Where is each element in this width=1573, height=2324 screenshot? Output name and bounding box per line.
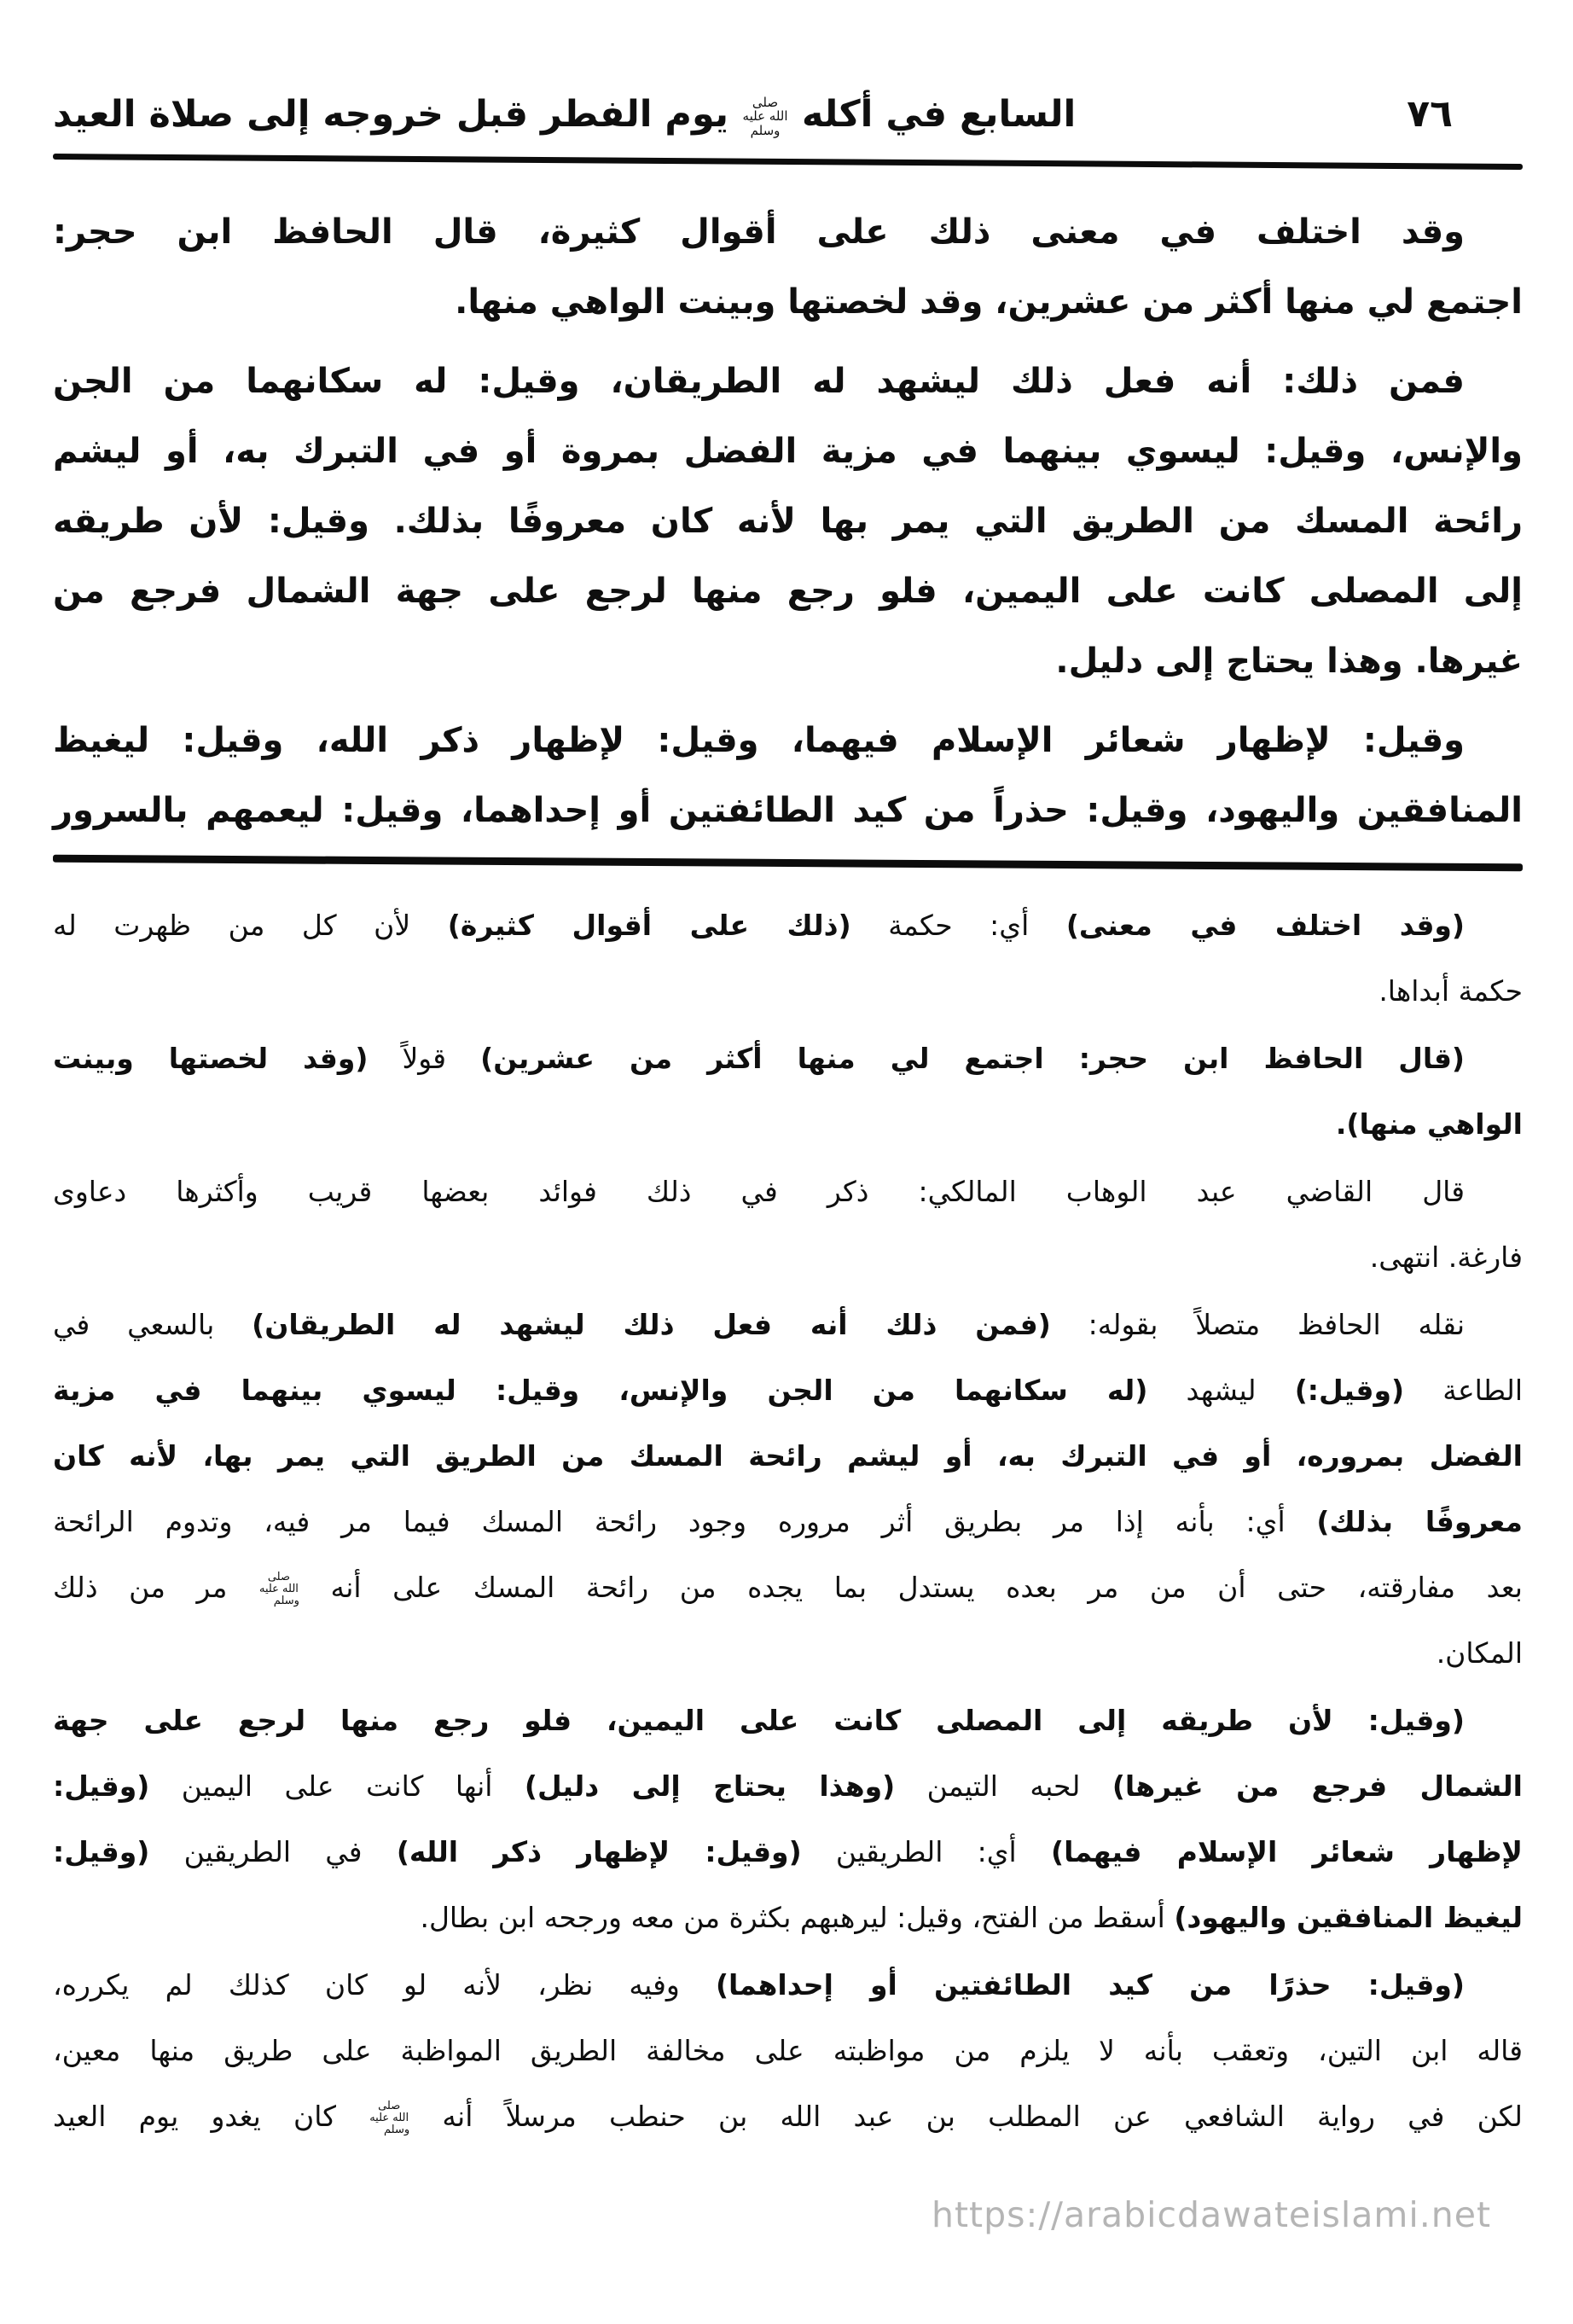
text-segment: (وقيل: xyxy=(53,1835,150,1869)
text-segment: (ذلك على أقوال كثيرة) xyxy=(447,909,851,943)
page-header xyxy=(53,89,1523,140)
text-segment: حكمة أبداها. xyxy=(1379,974,1523,1008)
text-segment: أسقط من الفتح، وقيل: ليرهبهم بكثرة من معه ورجحه ابن بطال. xyxy=(420,1901,1175,1935)
text-line xyxy=(53,1554,1523,1620)
text-segment: (وقيل: لإظهار ذكر الله) xyxy=(396,1835,802,1869)
text-segment: لكن في رواية الشافعي عن المطلب بن عبد الله بن حنطب مرسلاً أنه xyxy=(409,2100,1523,2134)
text-segment: بالسعي في xyxy=(53,1308,252,1342)
text-line xyxy=(53,2018,1523,2083)
text-line xyxy=(53,1952,1523,2018)
text-line xyxy=(53,776,1523,845)
text-segment: (وهذا يحتاج إلى دليل) xyxy=(524,1769,896,1804)
text-segment: لأن كل من ظهرت له xyxy=(53,909,448,943)
text-segment: (وقيل: لأن طريقه إلى المصلى كانت على اليمين، فلو رجع منها لرجع على جهة xyxy=(53,1704,1465,1738)
text-segment: اجتمع لي منها أكثر من عشرين، وقد لخصتها وبينت الواهي منها. xyxy=(455,282,1523,322)
text-segment: ليغيظ المنافقين واليهود) xyxy=(1174,1901,1523,1935)
text-segment: (وقيل: xyxy=(53,1769,150,1804)
pbuh-honorific-mark: صلى الله عليه وسلم xyxy=(369,2099,410,2136)
pbuh-honorific-mark: صلى الله عليه وسلم xyxy=(742,95,788,138)
text-segment: مر من ذلك xyxy=(53,1571,258,1605)
text-line xyxy=(53,1091,1523,1157)
text-segment: (وقد لخصتها وبينت xyxy=(53,1042,369,1076)
text-segment: (وقيل: حذرًا من كيد الطائفتين أو إحداهما) xyxy=(715,1968,1465,2002)
text-line xyxy=(53,1292,1523,1357)
text-line xyxy=(53,1620,1523,1686)
paragraph xyxy=(53,706,1523,845)
paragraph xyxy=(53,1025,1523,1157)
text-line xyxy=(53,556,1523,626)
text-line xyxy=(53,416,1523,486)
text-segment: لإظهار شعائر الإسلام فيهما) xyxy=(1050,1835,1523,1869)
text-segment: (وقيل:) xyxy=(1294,1374,1405,1408)
header-rule xyxy=(53,154,1523,170)
paragraph xyxy=(53,1952,1523,2149)
text-line xyxy=(53,267,1523,337)
section-divider xyxy=(53,855,1523,872)
text-segment: الطاعة xyxy=(1404,1374,1523,1408)
text-line xyxy=(53,486,1523,556)
pbuh-honorific-mark: صلى الله عليه وسلم xyxy=(258,1570,299,1607)
text-line xyxy=(53,706,1523,776)
text-line xyxy=(53,1025,1523,1091)
paragraph xyxy=(53,197,1523,337)
text-segment: المكان. xyxy=(1436,1636,1523,1670)
text-segment: كان يغدو يوم العيد xyxy=(53,2100,369,2134)
page-number: ٧٦ xyxy=(1407,92,1453,136)
text-line xyxy=(53,958,1523,1024)
text-line xyxy=(53,1423,1523,1489)
text-segment: إلى المصلى كانت على اليمين، فلو رجع منها لرجع على جهة الشمال فرجع من xyxy=(53,572,1523,612)
text-segment: والإنس، وقيل: ليسوي بينهما في مزية الفضل بمروة أو في التبرك به، أو ليشم xyxy=(53,432,1523,472)
text-segment: في الطريقين xyxy=(149,1835,397,1869)
text-line xyxy=(53,1753,1523,1819)
text-segment: السابع في أكله xyxy=(789,93,1077,136)
text-line xyxy=(53,1224,1523,1290)
text-line xyxy=(53,1688,1523,1753)
text-segment: وفيه نظر، لأنه لو كان كذلك لم يكرره، xyxy=(53,1968,716,2002)
text-segment: الشمال فرجع من غيرها) xyxy=(1112,1769,1523,1804)
text-segment: لحبه التيمن xyxy=(895,1769,1112,1804)
text-segment: فمن ذلك: أنه فعل ذلك ليشهد له الطريقان، وقيل: له سكانهما من الجن xyxy=(53,362,1465,402)
text-segment: قال القاضي عبد الوهاب المالكي: ذكر في ذلك فوائد بعضها قريب وأكثرها دعاوى xyxy=(53,1175,1465,1209)
text-segment: ليشهد xyxy=(1147,1374,1295,1408)
text-segment: وقد اختلف في معنى ذلك على أقوال كثيرة، قال الحافظ ابن حجر: xyxy=(53,212,1465,253)
text-segment: يوم الفطر قبل خروجه إلى صلاة العيد xyxy=(53,93,742,136)
text-segment: (فمن ذلك أنه فعل ذلك ليشهد له الطريقان) xyxy=(252,1308,1051,1342)
text-segment: أي: الطريقين xyxy=(801,1835,1051,1869)
text-segment: رائحة المسك من الطريق التي يمر بها لأنه كان معروفًا بذلك. وقيل: لأن طريقه xyxy=(53,502,1523,542)
commentary-block xyxy=(53,892,1523,2149)
text-line xyxy=(53,626,1523,696)
text-segment: أنها كانت على اليمين xyxy=(149,1769,525,1804)
paragraph xyxy=(53,1292,1523,1686)
text-line xyxy=(53,1489,1523,1554)
text-line xyxy=(53,1885,1523,1950)
text-line xyxy=(53,1819,1523,1885)
text-line xyxy=(53,1159,1523,1224)
paragraph xyxy=(53,1159,1523,1290)
paragraph xyxy=(53,346,1523,696)
text-line xyxy=(53,892,1523,958)
text-segment: أي: بأنه إذا مر بطريق أثر مروره وجود رائحة المسك فيما مر فيه، وتدوم الرائحة xyxy=(53,1505,1317,1539)
text-segment: معروفًا بذلك) xyxy=(1316,1505,1523,1539)
text-segment: (وقد اختلف في معنى) xyxy=(1065,909,1466,943)
text-line xyxy=(53,1357,1523,1423)
watermark-url: https://arabicdawateislami.net xyxy=(932,2194,1492,2235)
text-line xyxy=(53,2083,1523,2149)
main-text-block xyxy=(53,197,1523,845)
paragraph xyxy=(53,1688,1523,1950)
text-segment: فارغة. انتهى. xyxy=(1369,1240,1523,1275)
text-segment: (له سكانهما من الجن والإنس، وقيل: ليسوي بينهما في مزية xyxy=(53,1374,1148,1408)
chapter-heading xyxy=(53,89,1076,140)
text-segment: (قال الحافظ ابن حجر: اجتمع لي منها أكثر من عشرين) xyxy=(480,1042,1466,1076)
text-segment: قاله ابن التين، وتعقب بأنه لا يلزم من مواظبته على مخالفة الطريق المواظبة على طريق منها معين، xyxy=(53,2034,1523,2068)
text-line xyxy=(53,346,1523,416)
text-segment: المنافقين واليهود، وقيل: حذراً من كيد الطائفتين أو إحداهما، وقيل: ليعمهم بالسرور xyxy=(53,791,1523,831)
text-segment: غيرها. وهذا يحتاج إلى دليل. xyxy=(1055,642,1523,682)
text-segment: الفضل بمروره، أو في التبرك به، أو ليشم رائحة المسك من الطريق التي يمر بها، لأنه كان xyxy=(53,1439,1523,1473)
text-segment: أي: حكمة xyxy=(850,909,1066,943)
text-segment: الواهي منها). xyxy=(1335,1107,1523,1142)
text-segment: وقيل: لإظهار شعائر الإسلام فيهما، وقيل: لإظهار ذكر الله، وقيل: ليغيظ xyxy=(53,721,1465,761)
text-segment: قولاً xyxy=(368,1042,481,1076)
text-line xyxy=(53,197,1523,267)
paragraph xyxy=(53,892,1523,1024)
text-segment: نقله الحافظ متصلاً بقوله: xyxy=(1050,1308,1466,1342)
text-segment: بعد مفارقته، حتى أن من مر بعده يستدل بما يجده من رائحة المسك على أنه xyxy=(299,1571,1523,1605)
